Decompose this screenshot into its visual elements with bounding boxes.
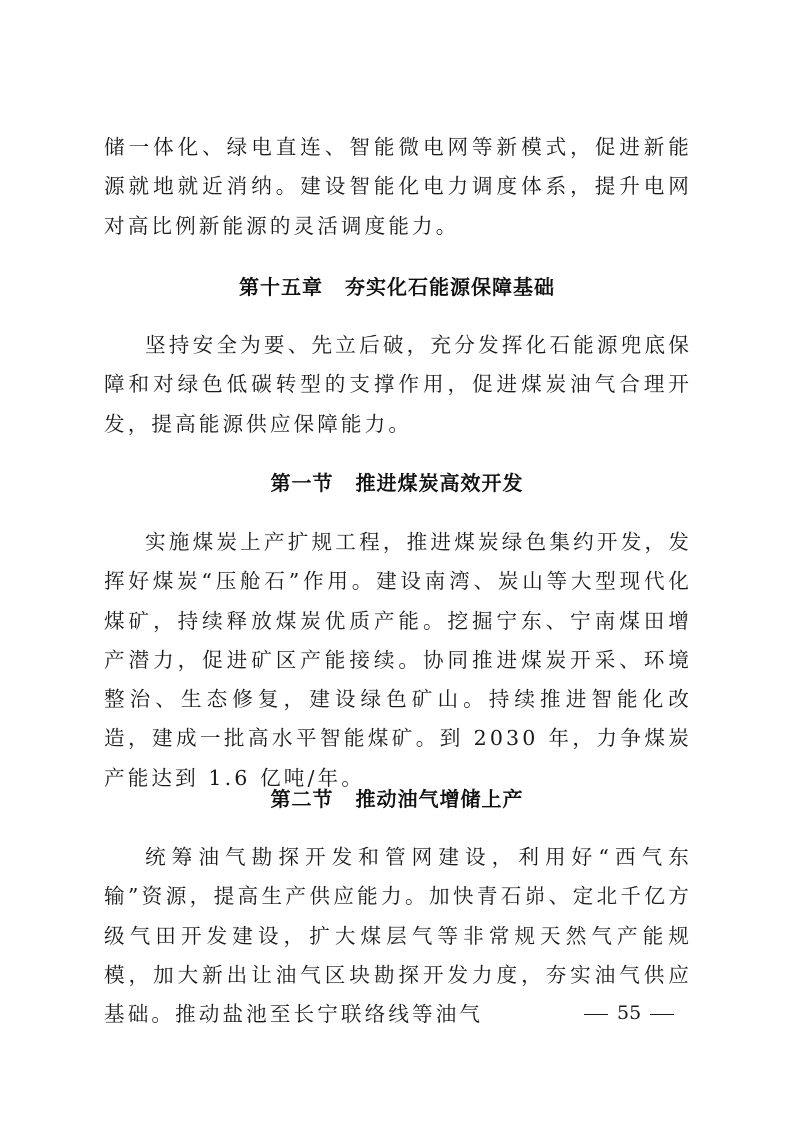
coal-development-paragraph: 实施煤炭上产扩规工程，推进煤炭绿色集约开发，发挥好煤炭“压舱石”作用。建设南湾、炭山等大型现代化煤矿，持续释放煤炭优质产能。挖掘宁东、宁南煤田增产潜力，促进矿区产能接续。协同推进煤炭开采、环境整治、生态修复，建设绿色矿山。持续推进智能化改造，建成一批高水平智能煤矿。到 2030 年，力争煤炭产能达到 1.6 亿吨/年。 [104, 530, 692, 790]
section-title-2: 推动油气增储上产 [355, 787, 524, 811]
chapter-number: 第十五章 [239, 275, 323, 299]
page-number [584, 1000, 674, 1026]
page-number-dash-right [650, 1014, 674, 1015]
paragraph-continuation: 储一体化、绿电直连、智能微电网等新模式，促进新能源就地就近消纳。建设智能化电力调度体系，提升电网对高比例新能源的灵活调度能力。 [104, 135, 692, 238]
section-heading-2 [0, 784, 794, 814]
section-number-2: 第二节 [270, 787, 334, 811]
chapter-heading [0, 272, 794, 302]
section-number-1: 第一节 [270, 471, 334, 495]
section-heading-1 [0, 468, 794, 498]
section-title-1: 推进煤炭高效开发 [355, 471, 524, 495]
page-number-dash-left [584, 1014, 608, 1015]
chapter-title: 夯实化石能源保障基础 [345, 275, 555, 299]
oil-gas-paragraph: 统筹油气勘探开发和管网建设，利用好“西气东输”资源，提高生产供应能力。加快青石峁、定北千亿方级气田开发建设，扩大煤层气等非常规天然气产能规模，加大新出让油气区块勘探开发力度，夯实油气供应基础。推动盐池至长宁联络线等油气 [104, 845, 692, 1027]
page-number-value: 55 [617, 1002, 642, 1024]
chapter-intro-paragraph: 坚持安全为要、先立后破，充分发挥化石能源兜底保障和对绿色低碳转型的支撑作用，促进煤炭油气合理开发，提高能源供应保障能力。 [104, 333, 692, 436]
